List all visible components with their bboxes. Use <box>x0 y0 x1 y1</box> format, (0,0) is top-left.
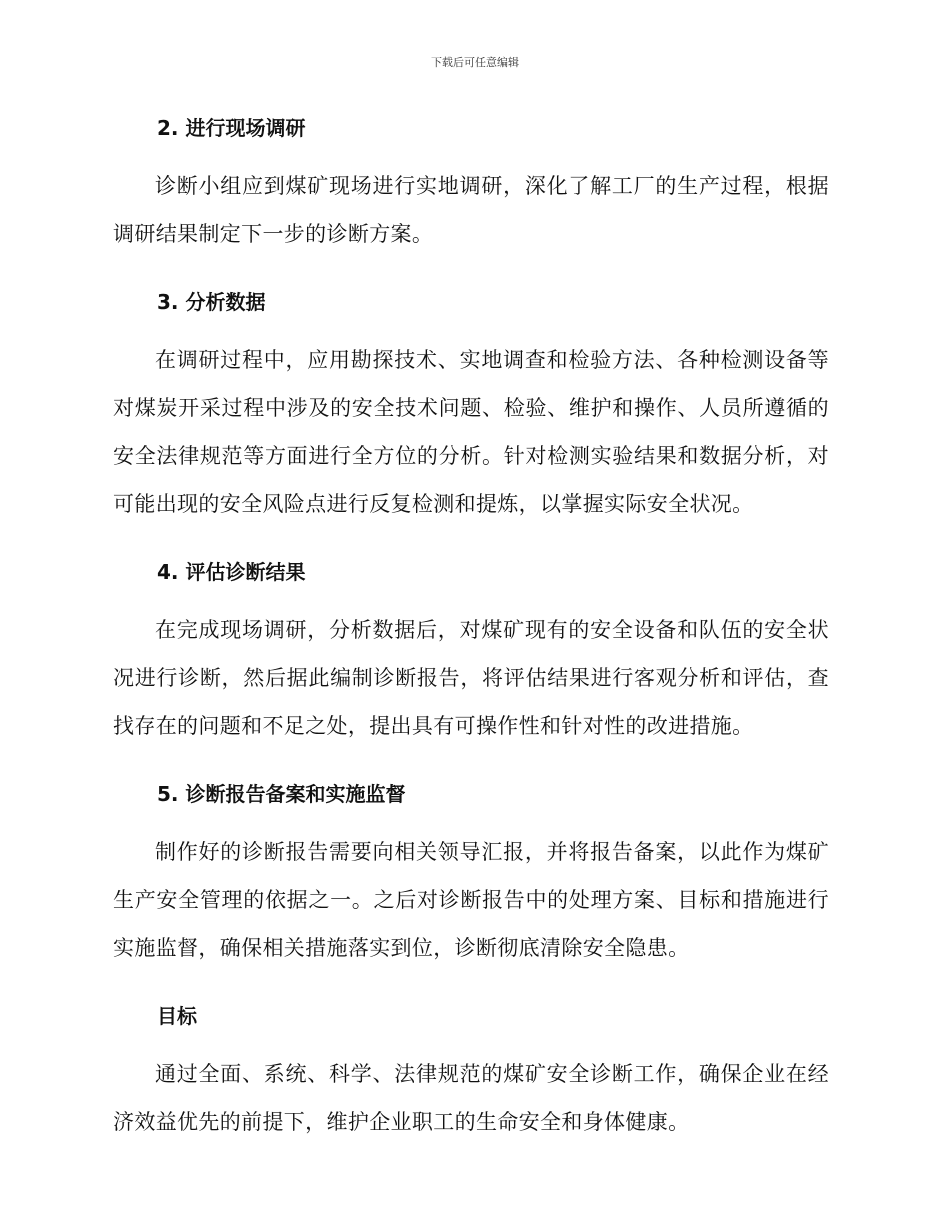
page-header: 下载后可任意编辑 <box>431 56 519 69</box>
section-body-site-survey: 诊断小组应到煤矿现场进行实地调研，深化了解工厂的生产过程，根据调研结果制定下一步的诊断方案。 <box>113 174 829 246</box>
section-body-data-analysis: 在调研过程中，应用勘探技术、实地调查和检验方法、各种检测设备等对煤炭开采过程中涉及的安全技术问题、检验、维护和操作、人员所遵循的安全法律规范等方面进行全方位的分析。针对检测实验结果和数据分析，对可能出现的安全风险点进行反复检测和提炼，以掌握实际安全状况。 <box>113 348 829 516</box>
section-body-evaluate-results: 在完成现场调研，分析数据后，对煤矿现有的安全设备和队伍的安全状况进行诊断，然后据此编制诊断报告，将评估结果进行客观分析和评估，查找存在的问题和不足之处，提出具有可操作性和针对性的改进措施。 <box>113 618 829 738</box>
section-body-goal: 通过全面、系统、科学、法律规范的煤矿安全诊断工作，确保企业在经济效益优先的前提下，维护企业职工的生命安全和身体健康。 <box>113 1062 829 1134</box>
section-heading-data-analysis: 3. 分析数据 <box>157 290 266 314</box>
section-heading-site-survey: 2. 进行现场调研 <box>157 116 306 140</box>
section-heading-goal: 目标 <box>157 1004 197 1028</box>
section-heading-evaluate-results: 4. 评估诊断结果 <box>157 560 306 584</box>
section-heading-report-filing: 5. 诊断报告备案和实施监督 <box>157 782 406 806</box>
section-body-report-filing: 制作好的诊断报告需要向相关领导汇报，并将报告备案，以此作为煤矿生产安全管理的依据之一。之后对诊断报告中的处理方案、目标和措施进行实施监督，确保相关措施落实到位，诊断彻底清除安全隐患。 <box>113 840 829 960</box>
document-body <box>113 112 829 1174</box>
